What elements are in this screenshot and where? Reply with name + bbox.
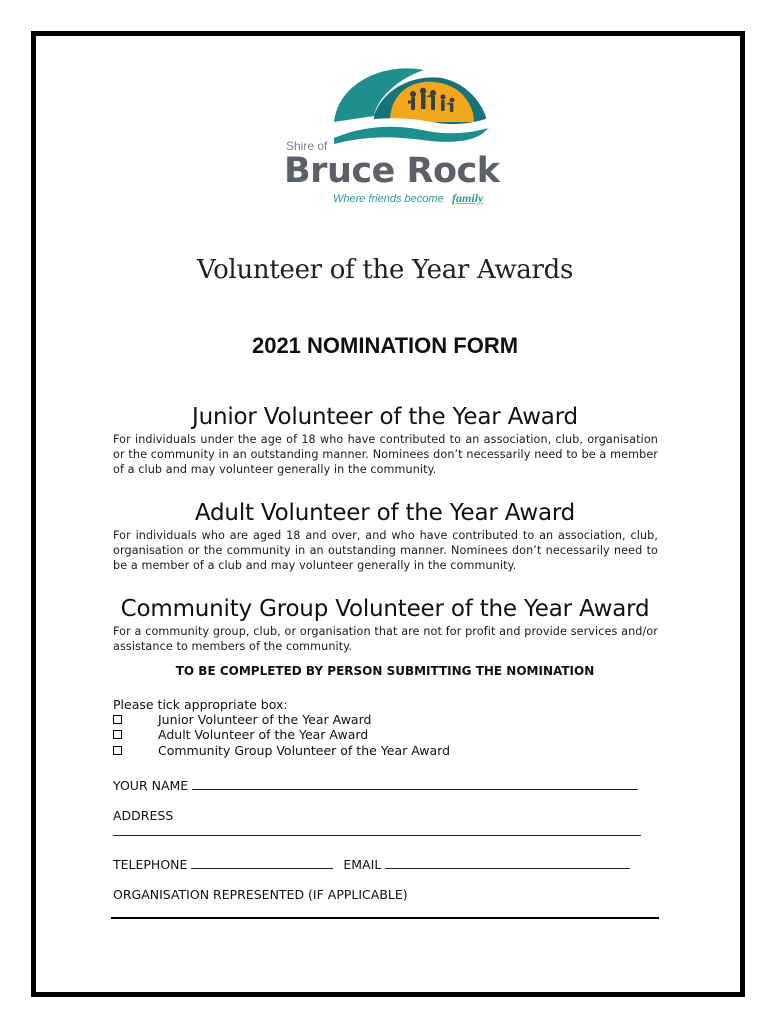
logo-shire-of: Shire of xyxy=(286,139,328,153)
telephone-input[interactable] xyxy=(191,856,333,869)
telephone-label: TELEPHONE xyxy=(113,857,188,872)
award-description-adult: For individuals who are aged 18 and over, and who have contributed to an association, club, organisation or the community in an outstanding manner. Nominees don’t necessarily need to be a member of a club and may volunteer generally in the community. xyxy=(113,529,658,572)
checkbox-junior[interactable] xyxy=(113,715,122,724)
telephone-email-field xyxy=(113,856,630,872)
submission-instruction: TO BE COMPLETED BY PERSON SUBMITTING THE NOMINATION xyxy=(175,664,595,678)
award-description-community: For a community group, club, or organisation that are not for profit and provide services and/or assistance to members of the community. xyxy=(113,625,658,653)
checkbox-adult[interactable] xyxy=(113,730,122,739)
logo-brand-name: Bruce Rock xyxy=(284,151,500,191)
award-heading-adult: Adult Volunteer of the Year Award xyxy=(194,500,576,526)
your-name-field xyxy=(113,777,638,793)
form-title: 2021 NOMINATION FORM xyxy=(251,333,519,358)
award-description-junior: For individuals under the age of 18 who have contributed to an association, club, organisation or the community in an outstanding manner. Nominees don’t necessarily need to be a member of a club and may volunteer generally in the community. xyxy=(113,433,658,476)
logo-tagline-family: family xyxy=(452,191,484,205)
tick-option-label: Junior Volunteer of the Year Award xyxy=(158,712,372,727)
page-title: Volunteer of the Year Awards xyxy=(196,255,573,285)
address-input[interactable] xyxy=(113,835,641,836)
email-input[interactable] xyxy=(385,856,630,869)
shire-logo xyxy=(282,64,500,214)
tick-option-label: Community Group Volunteer of the Year Award xyxy=(158,743,451,758)
logo-emblem xyxy=(282,64,494,144)
award-heading-junior: Junior Volunteer of the Year Award xyxy=(192,404,578,430)
tick-prompt: Please tick appropriate box: xyxy=(113,697,288,712)
your-name-label: YOUR NAME xyxy=(113,778,189,793)
organisation-input[interactable] xyxy=(111,917,659,919)
logo-tagline: Where friends become xyxy=(333,193,444,205)
your-name-input[interactable] xyxy=(192,777,638,790)
organisation-label: ORGANISATION REPRESENTED (IF APPLICABLE) xyxy=(113,887,408,902)
email-label: EMAIL xyxy=(343,857,382,872)
address-label: ADDRESS xyxy=(113,808,174,823)
tick-option-label: Adult Volunteer of the Year Award xyxy=(158,727,369,742)
award-heading-community: Community Group Volunteer of the Year Award xyxy=(120,596,650,622)
checkbox-community[interactable] xyxy=(113,746,122,755)
